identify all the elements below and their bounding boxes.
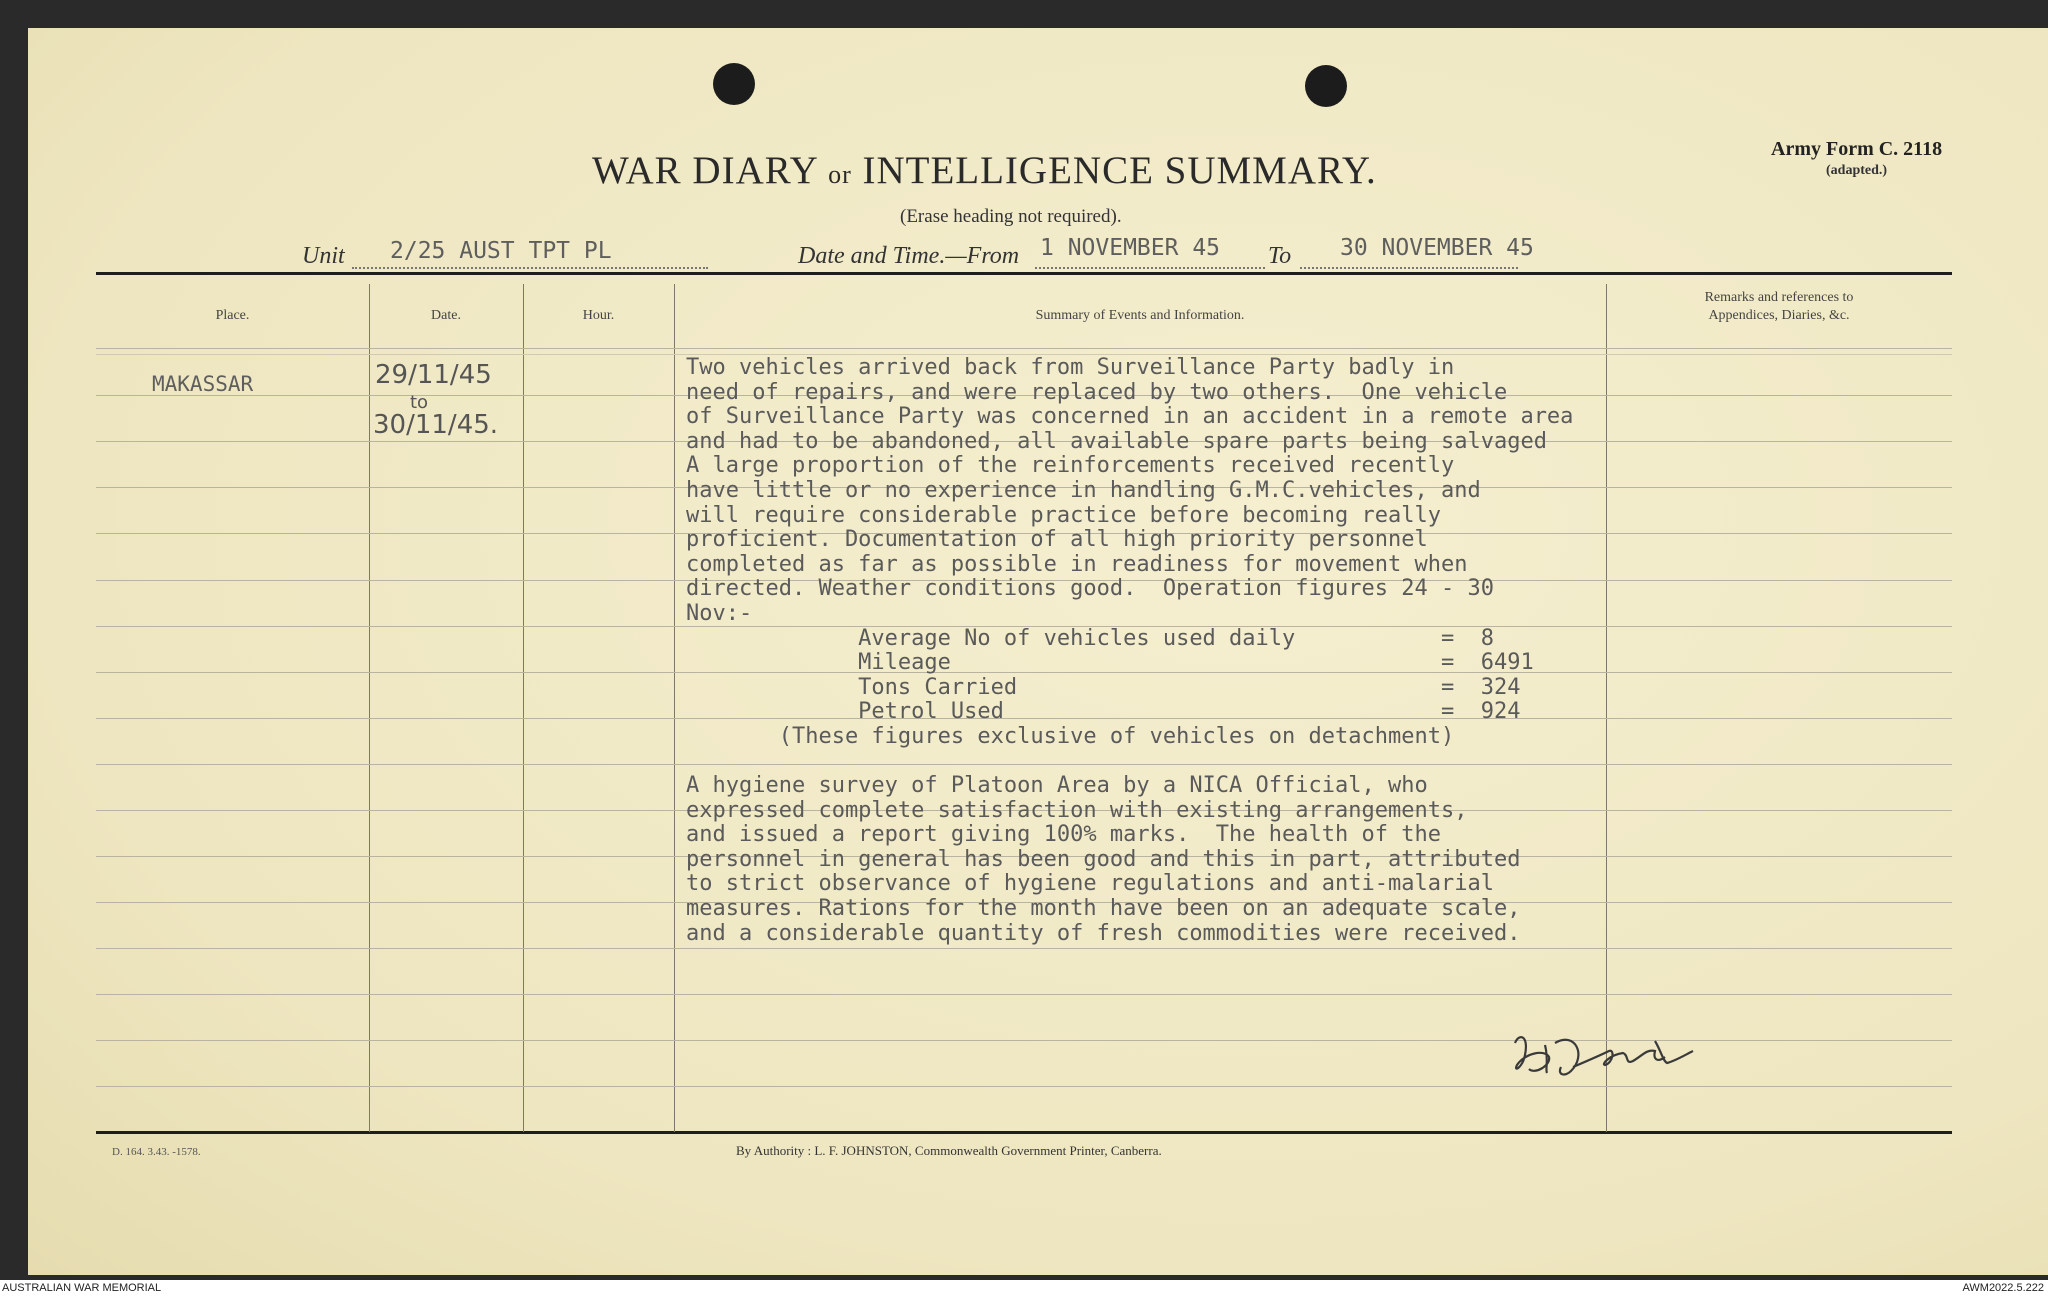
header-place: Place. — [215, 308, 250, 323]
form-number: Army Form C. 2118 — [1771, 138, 1943, 160]
punch-hole-left — [713, 63, 755, 105]
title-part-b: INTELLIGENCE SUMMARY. — [862, 149, 1377, 192]
entry-date-from: 29/11/45 — [375, 360, 492, 390]
to-dotted-line — [1300, 267, 1518, 269]
to-label: To — [1268, 243, 1292, 269]
table-rule — [96, 348, 1952, 349]
table-rule — [96, 948, 1952, 949]
unit-label: Unit — [302, 243, 345, 269]
unit-value: 2/25 AUST TPT PL — [390, 238, 612, 264]
from-dotted-line — [1035, 267, 1265, 269]
table-top-rule — [96, 272, 1952, 275]
column-divider — [1606, 284, 1607, 1132]
column-divider — [369, 284, 370, 1132]
unit-dotted-line — [352, 267, 708, 269]
header-date: Date. — [431, 308, 461, 323]
table-bottom-rule — [96, 1131, 1952, 1134]
title-part-a: WAR DIARY — [592, 149, 818, 192]
entry-date-to-word: to — [410, 392, 429, 413]
from-value: 1 NOVEMBER 45 — [1040, 235, 1221, 261]
print-code: D. 164. 3.43. -1578. — [112, 1146, 201, 1158]
printer-authority: By Authority : L. F. JOHNSTON, Commonwealth Government Printer, Canberra. — [736, 1143, 1162, 1158]
archive-ref: AWM2022.5.222 — [1962, 1282, 2044, 1294]
summary-text: Two vehicles arrived back from Surveillance Party badly in need of repairs, and were replaced by two others. One vehicle of Surveillance Party was concerned in an accident in a remote area and had to be abandoned, all available spare parts being salvaged A large proportion of the reinforcements received recently have little or no experience in handling G.M.C.vehicles, and will require considerable practice before becoming really proficient. Documentation of all high priority personnel completed as far as possible in readiness for movement when directed. Weather conditions good. Operation figures 24 - 30 Nov:- Average No of vehicles used daily = 8 Mileage = 6491 Tons Carried = 324 Petrol Used = 924 (These figures exclusive of vehicles on detachment) A hygiene survey of Platoon Area by a NICA Official, who expressed complete satisfaction with existing arrangements, and issued a report giving 100% marks. The health of the personnel in general has been good and this in part, attributed to strict observance of hygiene regulations and anti-malarial measures. Rations for the month have been on an adequate scale, and a considerable quantity of fresh commodities were received. — [686, 355, 1574, 946]
column-divider — [523, 284, 524, 1132]
entry-date-to: 30/11/45. — [373, 410, 499, 440]
page-title — [592, 148, 1377, 193]
header-hour: Hour. — [582, 308, 615, 323]
punch-hole-right — [1305, 65, 1347, 107]
header-remarks-line2: Appendices, Diaries, &c. — [1708, 308, 1850, 323]
archive-strip — [0, 1280, 2048, 1298]
table-rule — [96, 1086, 1952, 1087]
header-summary: Summary of Events and Information. — [1035, 308, 1245, 323]
column-divider — [674, 284, 675, 1132]
signature — [1505, 1015, 1705, 1085]
to-value: 30 NOVEMBER 45 — [1340, 235, 1534, 261]
entry-place: MAKASSAR — [152, 372, 254, 396]
header-remarks-line1: Remarks and references to — [1704, 290, 1854, 305]
date-from-label: Date and Time.—From — [798, 243, 1020, 269]
title-or: or — [828, 160, 852, 189]
archive-name: AUSTRALIAN WAR MEMORIAL — [2, 1282, 162, 1294]
table-rule — [96, 994, 1952, 995]
form-note: (adapted.) — [1826, 163, 1888, 178]
subtitle: (Erase heading not required). — [900, 206, 1122, 227]
